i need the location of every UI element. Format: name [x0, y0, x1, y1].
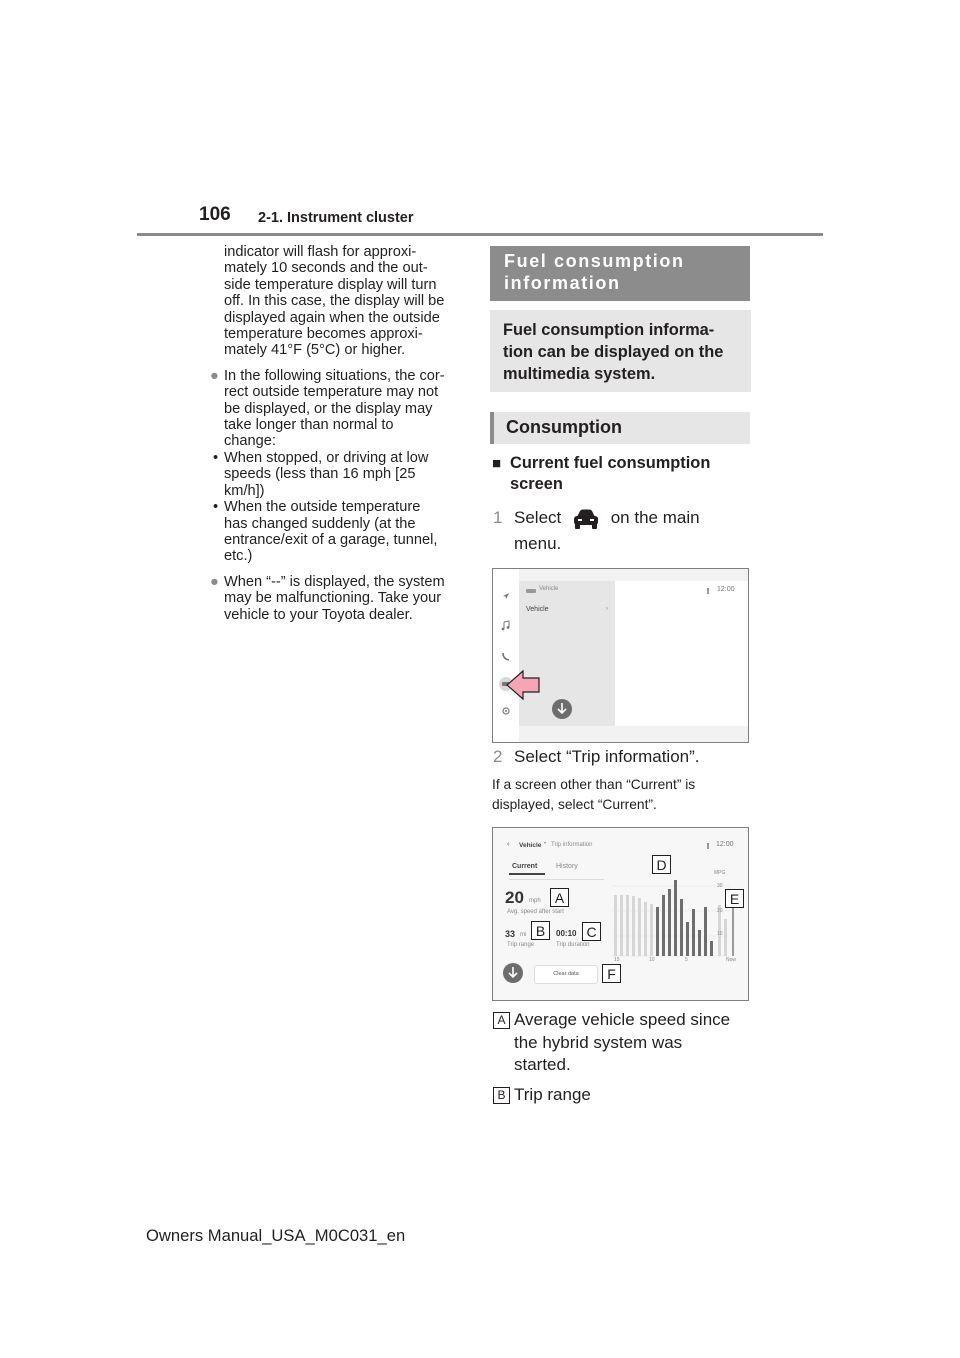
chart-bars-background — [614, 895, 653, 956]
label-c: C — [582, 922, 601, 941]
vehicle-menu-list — [519, 581, 615, 726]
bullet-icon: ● — [210, 367, 219, 384]
consumption-heading: Consumption — [490, 412, 750, 444]
step-text: menu. — [514, 534, 562, 553]
step-1-line — [493, 505, 753, 531]
text-line: entrance/exit of a garage, tunnel, — [224, 531, 438, 548]
phone-icon — [503, 653, 509, 660]
text-line: tion can be displayed on the — [503, 343, 724, 361]
text-line: When stopped, or driving at low — [224, 449, 429, 466]
text-line: off. In this case, the display will be — [224, 293, 445, 310]
text-line: In the following situations, the cor- — [224, 367, 445, 384]
car-icon — [572, 508, 600, 530]
range-unit: mi — [520, 932, 527, 938]
sub-bullet-icon: • — [213, 499, 219, 516]
side-rail — [493, 569, 519, 742]
divider — [509, 879, 604, 880]
text-line: When the outside temperature — [224, 499, 421, 516]
left-column — [210, 244, 472, 623]
text-line: Trip range — [514, 1085, 591, 1104]
step-number: 2 — [493, 747, 503, 766]
fuel-economy-chart — [608, 866, 748, 966]
content-panel — [615, 581, 748, 726]
y-tick: 10 — [717, 931, 723, 937]
x-tick: 5 — [685, 957, 688, 963]
text-line: may be malfunctioning. Take your — [224, 590, 442, 607]
text-line: Fuel consumption informa- — [503, 321, 715, 339]
settings-icon — [503, 708, 509, 714]
text-line: Average vehicle speed since — [514, 1010, 731, 1029]
step-1 — [493, 505, 753, 557]
label-e: E — [725, 889, 744, 908]
step-text: on the main — [610, 508, 700, 527]
heading-line: information — [504, 273, 621, 293]
heading-line: Fuel consumption — [504, 251, 685, 271]
text-line: mately 41°F (5°C) or higher. — [224, 342, 406, 359]
bullet-item — [210, 368, 472, 450]
sub-bullet-icon: • — [213, 449, 219, 466]
text-line: displayed, select “Current”. — [492, 797, 657, 812]
text-line: Current fuel consumption — [510, 454, 711, 472]
x-tick: Now — [726, 957, 737, 963]
screen-title: Vehicle — [539, 586, 559, 592]
step-text: Select — [514, 508, 562, 527]
x-tick: 10 — [649, 957, 655, 963]
menu-item-vehicle[interactable]: Vehicle — [526, 606, 549, 613]
step-number: 1 — [493, 508, 503, 527]
y-tick: 30 — [717, 883, 723, 889]
x-tick: 15 — [614, 957, 620, 963]
text-line: When “--” is displayed, the system — [224, 573, 445, 590]
speed-unit: mph — [529, 898, 541, 904]
chart-bars — [656, 880, 713, 956]
duration-caption: Trip duration — [556, 942, 590, 948]
breadcrumb-vehicle[interactable]: Vehicle — [519, 842, 542, 849]
clock: 12:00 — [716, 841, 734, 848]
text-line: side temperature display will turn — [224, 276, 437, 293]
text-line: take longer than normal to — [224, 417, 394, 434]
bullet-item — [210, 574, 472, 623]
fuel-consumption-heading — [490, 246, 750, 301]
text-line: etc.) — [224, 548, 253, 565]
side-rail-icons — [493, 569, 519, 742]
square-bullet-icon: ■ — [492, 455, 502, 472]
section-title: 2-1. Instrument cluster — [258, 210, 414, 226]
duration-value: 00:10 — [556, 929, 577, 938]
speed-value: 20 — [505, 888, 524, 907]
label-d: D — [652, 855, 671, 874]
bullet-icon: ● — [210, 573, 219, 590]
text-line: rect outside temperature may not — [224, 384, 439, 401]
step-2 — [493, 744, 753, 770]
paragraph-continued — [210, 244, 472, 359]
text-line: started. — [514, 1055, 571, 1074]
label-a: A — [493, 1012, 510, 1029]
page-number: 106 — [199, 204, 231, 225]
intro-box — [490, 310, 751, 392]
breadcrumb-separator: • — [544, 841, 547, 847]
breadcrumb-trip-information: Trip information — [551, 842, 593, 848]
note — [492, 775, 754, 815]
tab-current[interactable]: Current — [512, 863, 538, 870]
range-value: 33 — [505, 929, 516, 939]
text-line: vehicle to your Toyota dealer. — [224, 606, 413, 623]
current-screen-heading — [492, 453, 752, 495]
label-b: B — [493, 1087, 510, 1104]
screenshot-main-menu — [492, 568, 749, 743]
voice-assistant-icon[interactable] — [551, 698, 573, 720]
text-line: the hybrid system was — [514, 1032, 683, 1052]
music-icon — [502, 621, 510, 630]
label-b: B — [531, 921, 550, 940]
header-rule — [137, 233, 823, 236]
sub-heading-text — [492, 453, 752, 495]
text-line: indicator will flash for approxi- — [224, 244, 417, 260]
text-line: multimedia system. — [503, 365, 656, 383]
tab-current-underline — [509, 873, 545, 875]
description-b — [493, 1084, 755, 1107]
chart-current-bar — [732, 908, 734, 956]
text-line: speeds (less than 16 mph [25 — [224, 466, 416, 483]
speed-caption: Avg. speed after start — [507, 909, 564, 915]
range-caption: Trip range — [507, 942, 535, 948]
signal-icon — [707, 588, 709, 594]
label-a: A — [550, 888, 569, 907]
text-line: If a screen other than “Current” is — [492, 777, 696, 792]
voice-assistant-icon[interactable] — [502, 962, 524, 984]
text-line: temperature becomes approxi- — [224, 326, 423, 343]
text-line: be displayed, or the display may — [224, 400, 433, 417]
description-a — [493, 1009, 755, 1077]
y-tick: 20 — [717, 908, 723, 914]
clock: 12:00 — [717, 586, 735, 593]
text-line: has changed suddenly (at the — [224, 515, 416, 532]
signal-icon — [707, 843, 709, 849]
sub-bullet-item — [210, 450, 472, 499]
clear-data-button[interactable]: Clear data — [534, 965, 598, 984]
footer-text: Owners Manual_USA_M0C031_en — [146, 1226, 406, 1245]
text-line: change: — [224, 433, 276, 450]
step-text: Select “Trip information”. — [514, 747, 700, 766]
navigation-icon — [503, 593, 509, 599]
unit-label: MPG — [714, 870, 726, 876]
text-line: mately 10 seconds and the out- — [224, 260, 428, 277]
chevron-right-icon: › — [606, 606, 608, 612]
label-f: F — [602, 964, 621, 983]
sub-bullet-item — [210, 499, 472, 565]
tab-history[interactable]: History — [556, 863, 578, 870]
text-line: screen — [510, 475, 563, 493]
text-line: displayed again when the outside — [224, 309, 440, 326]
vehicle-title-icon — [526, 587, 536, 594]
back-icon[interactable]: ‹ — [507, 841, 510, 848]
pointer-arrow-icon — [505, 669, 543, 701]
text-line: km/h]) — [224, 482, 265, 499]
screenshot-trip-information — [492, 827, 749, 1001]
